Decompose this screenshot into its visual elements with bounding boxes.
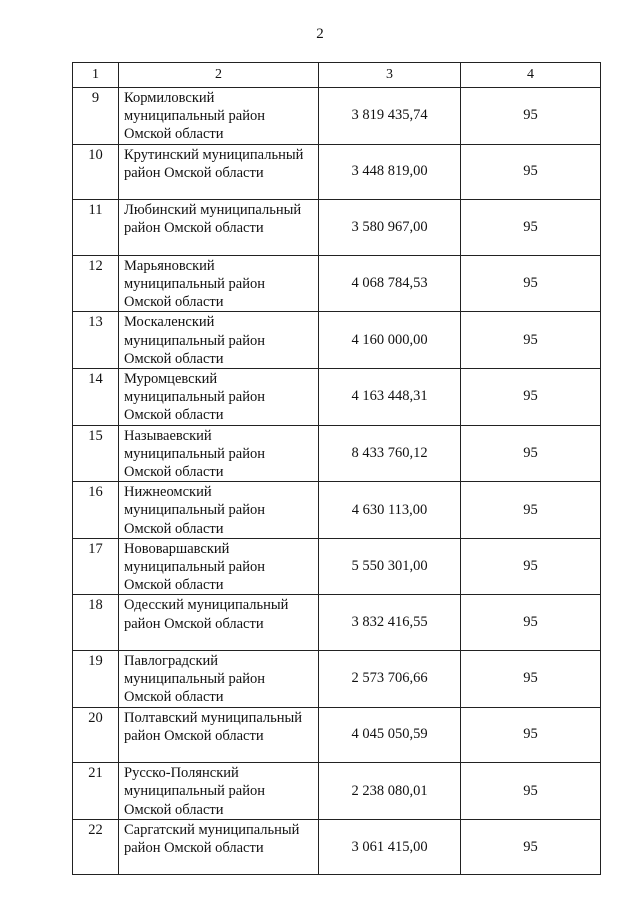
amount-value: 8 433 760,12 (319, 425, 461, 482)
header-col-1: 1 (73, 63, 119, 88)
header-col-2: 2 (119, 63, 319, 88)
row-number: 22 (73, 819, 119, 875)
municipality-name: Муромцевский муниципальный район Омской области (119, 369, 319, 426)
row-number: 9 (73, 88, 119, 145)
amount-value: 4 163 448,31 (319, 369, 461, 426)
percent-value: 95 (461, 312, 601, 369)
table-row (73, 707, 601, 763)
row-number: 19 (73, 651, 119, 708)
amount-value: 4 068 784,53 (319, 255, 461, 312)
percent-value: 95 (461, 707, 601, 763)
page-number: 2 (316, 26, 324, 42)
table-row (73, 595, 601, 651)
header-col-3: 3 (319, 63, 461, 88)
municipality-name: Кормиловский муниципальный район Омской области (119, 88, 319, 145)
municipality-name: Любинский муниципальный район Омской области (119, 200, 319, 256)
percent-value: 95 (461, 369, 601, 426)
header-col-4: 4 (461, 63, 601, 88)
municipality-name: Называевский муниципальный район Омской области (119, 425, 319, 482)
percent-value: 95 (461, 200, 601, 256)
row-number: 12 (73, 255, 119, 312)
amount-value: 4 630 113,00 (319, 482, 461, 539)
table-row (73, 369, 601, 426)
row-number: 10 (73, 144, 119, 200)
table-row (73, 819, 601, 875)
municipality-name: Русско-Полянский муниципальный район Омской области (119, 763, 319, 820)
row-number: 14 (73, 369, 119, 426)
row-number: 16 (73, 482, 119, 539)
percent-value: 95 (461, 595, 601, 651)
table-row (73, 255, 601, 312)
municipality-name: Нововаршавский муниципальный район Омской области (119, 538, 319, 595)
allocation-table (72, 62, 601, 875)
table-row (73, 88, 601, 145)
table-row (73, 425, 601, 482)
table-row (73, 763, 601, 820)
amount-value: 3 819 435,74 (319, 88, 461, 145)
table-row (73, 144, 601, 200)
municipality-name: Марьяновский муниципальный район Омской области (119, 255, 319, 312)
amount-value: 2 573 706,66 (319, 651, 461, 708)
table-row (73, 482, 601, 539)
amount-value: 3 448 819,00 (319, 144, 461, 200)
municipality-name: Павлоградский муниципальный район Омской области (119, 651, 319, 708)
municipality-name: Нижнеомский муниципальный район Омской области (119, 482, 319, 539)
municipality-name: Одесский муниципальный район Омской области (119, 595, 319, 651)
row-number: 11 (73, 200, 119, 256)
percent-value: 95 (461, 819, 601, 875)
percent-value: 95 (461, 144, 601, 200)
table-row (73, 200, 601, 256)
table-row (73, 312, 601, 369)
percent-value: 95 (461, 255, 601, 312)
amount-value: 4 045 050,59 (319, 707, 461, 763)
row-number: 15 (73, 425, 119, 482)
amount-value: 3 061 415,00 (319, 819, 461, 875)
row-number: 17 (73, 538, 119, 595)
table-row (73, 651, 601, 708)
percent-value: 95 (461, 763, 601, 820)
percent-value: 95 (461, 88, 601, 145)
amount-value: 4 160 000,00 (319, 312, 461, 369)
percent-value: 95 (461, 482, 601, 539)
amount-value: 2 238 080,01 (319, 763, 461, 820)
table-header-row (73, 63, 601, 88)
row-number: 13 (73, 312, 119, 369)
percent-value: 95 (461, 538, 601, 595)
municipality-name: Крутинский муниципальный район Омской области (119, 144, 319, 200)
municipality-name: Полтавский муниципальный район Омской области (119, 707, 319, 763)
municipality-name: Саргатский муниципальный район Омской области (119, 819, 319, 875)
row-number: 20 (73, 707, 119, 763)
percent-value: 95 (461, 425, 601, 482)
municipality-name: Москаленский муниципальный район Омской области (119, 312, 319, 369)
table-row (73, 538, 601, 595)
percent-value: 95 (461, 651, 601, 708)
amount-value: 3 580 967,00 (319, 200, 461, 256)
amount-value: 3 832 416,55 (319, 595, 461, 651)
row-number: 21 (73, 763, 119, 820)
amount-value: 5 550 301,00 (319, 538, 461, 595)
row-number: 18 (73, 595, 119, 651)
